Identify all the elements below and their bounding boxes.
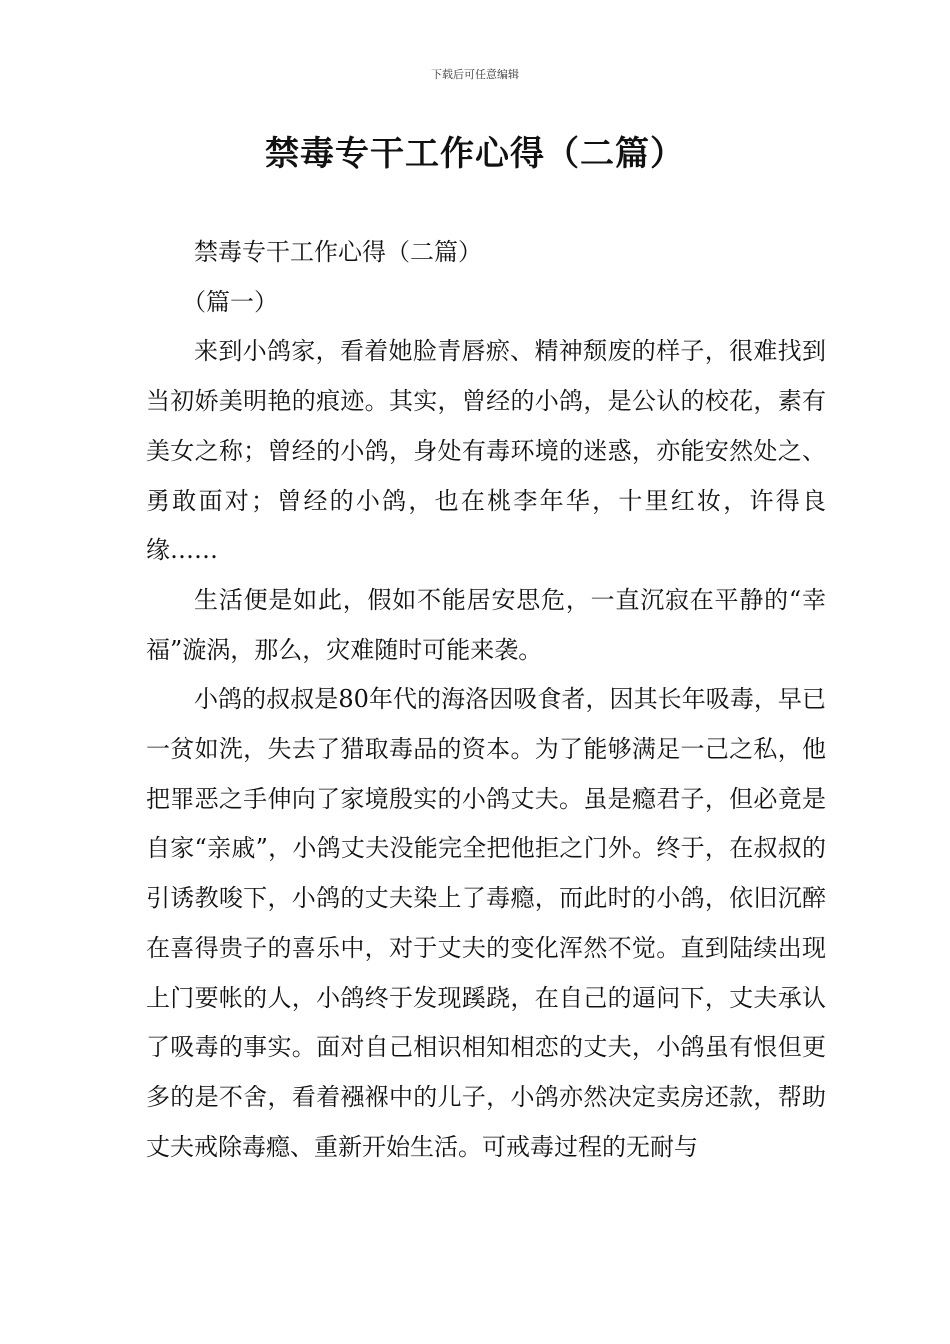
paragraph-3: 小鸽的叔叔是80年代的海洛因吸食者，因其长年吸毒，早已一贫如洗，失去了猎取毒品的资本。为了能够满足一己之私，他把罪恶之手伸向了家境殷实的小鸽丈夫。虽是瘾君子，但必竟是自家“亲戚”，小鸽丈夫没能完全把他拒之门外。终于，在叔叔的引诱教唆下，小鸽的丈夫染上了毒瘾，而此时的小鸽，依旧沉醉在喜得贵子的喜乐中，对于丈夫的变化浑然不觉。直到陆续出现上门要帐的人，小鸽终于发现蹊跷，在自己的逼问下，丈夫承认了吸毒的事实。面对自己相识相知相恋的丈夫，小鸽虽有恨但更多的是不舍，看着襁褓中的儿子，小鸽亦然决定卖房还款，帮助丈夫戒除毒瘾、重新开始生活。可戒毒过程的无耐与 bbox=[146, 685, 826, 1161]
document-title: 禁毒专干工作心得（二篇） bbox=[265, 134, 685, 174]
paragraph-2: 生活便是如此，假如不能居安思危，一直沉寂在平静的“幸福”漩涡，那么，灾难随时可能来袭。 bbox=[146, 585, 826, 664]
section-label: （篇一） bbox=[182, 287, 278, 316]
document-body bbox=[146, 228, 826, 1172]
body-subtitle: 禁毒专干工作心得（二篇） bbox=[194, 238, 482, 266]
paragraph-1: 来到小鸽家，看着她脸青唇瘀、精神颓废的样子，很难找到当初娇美明艳的痕迹。其实，曾经的小鸽，是公认的校花，素有美女之称；曾经的小鸽，身处有毒环境的迷惑，亦能安然处之、勇敢面对；曾经的小鸽，也在桃李年华，十里红妆，许得良缘…… bbox=[146, 337, 826, 565]
page-header-note: 下载后可任意编辑 bbox=[431, 68, 519, 81]
